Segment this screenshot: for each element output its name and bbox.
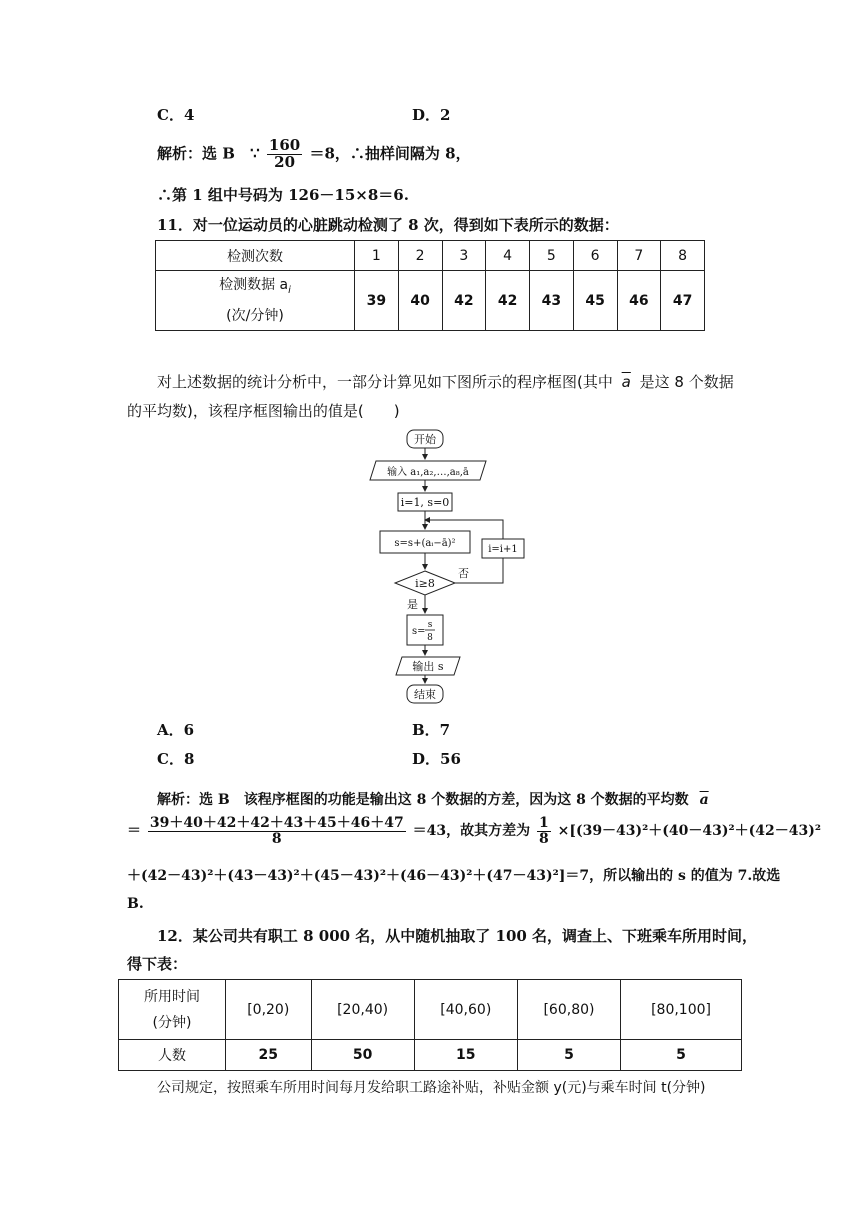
flowchart-compute-num: s — [427, 620, 433, 630]
variance-fraction-num: 1 — [538, 815, 549, 831]
table-count-cell: 5 — [517, 1040, 620, 1071]
table-index-cell: 2 — [398, 241, 442, 271]
header-data-unit: (次/分钟) — [226, 308, 284, 325]
header-time-label: 所用时间 — [144, 988, 200, 1005]
table-range-cell: [60,80) — [517, 980, 620, 1040]
q12-time-table — [118, 979, 742, 1071]
flowchart-end-label: 结束 — [414, 688, 436, 701]
table-value-cell: 46 — [617, 271, 661, 331]
q11-paragraph-line2: 的平均数)，该程序框图输出的值是( ) — [127, 402, 400, 420]
table-range-cell: [0,20) — [226, 980, 312, 1040]
mean-fraction-num: 39＋40＋42＋42＋43＋45＋46＋47 — [149, 815, 404, 831]
flowchart-output-label: 输出 s — [412, 660, 444, 673]
flowchart-input-label: 输入 a₁,a₂,…,a₈,ā — [387, 467, 469, 478]
mean-a-symbol: $\overline{a}$ — [621, 373, 631, 391]
flowchart-start-label: 开始 — [414, 433, 436, 446]
table-index-cell: 6 — [573, 241, 617, 271]
mean-fraction — [148, 816, 406, 846]
solution-prefix: 解析：选 B — [157, 144, 235, 163]
option-c: C．4 — [157, 106, 195, 124]
table-value-cell: 42 — [486, 271, 530, 331]
q12-stem-line1: 12．某公司共有职工 8 000 名，从中随机抽取了 100 名，调查上、下班乘车所用时间， — [157, 927, 758, 945]
paragraph-text: 对上述数据的统计分析中，一部分计算见如下图所示的程序框图(其中 — [157, 373, 613, 391]
variance-fraction-den: 8 — [538, 830, 549, 847]
table-value-cell: 47 — [661, 271, 705, 331]
header-data-label: 检测数据 a — [219, 276, 289, 293]
table-count-cell: 50 — [311, 1040, 414, 1071]
table-range-cell: [80,100] — [621, 980, 742, 1040]
table-range-cell: [20,40) — [311, 980, 414, 1040]
option-d: D．2 — [412, 106, 451, 124]
flowchart-process-label: s=s+(aᵢ−ā)² — [394, 538, 456, 549]
table-header-count: 检测次数 — [156, 241, 355, 271]
table-header-count: 人数 — [119, 1040, 226, 1071]
flowchart-init-label: i=1, s=0 — [400, 496, 450, 509]
table-index-cell: 3 — [442, 241, 486, 271]
table-count-cell: 15 — [414, 1040, 517, 1071]
flowchart-increment-label: i=i+1 — [488, 544, 518, 555]
table-value-cell: 42 — [442, 271, 486, 331]
equals-sign: ＝ — [127, 823, 141, 840]
q12-stem-line2: 得下表： — [127, 955, 188, 973]
flowchart-yes-label: 是 — [407, 598, 418, 611]
q10-solution-line2: ∴第 1 组中号码为 126－15×8＝6. — [157, 186, 409, 204]
because-symbol: ∵ — [250, 144, 260, 163]
table-range-cell: [40,60) — [414, 980, 517, 1040]
q11-paragraph-line1 — [157, 371, 734, 392]
table-index-cell: 8 — [661, 241, 705, 271]
table-value-cell: 40 — [398, 271, 442, 331]
q11-solution-line4: B. — [127, 896, 144, 912]
q10-solution-text: ＝8，∴抽样间隔为 8， — [309, 144, 471, 163]
header-time-unit: (分钟) — [152, 1014, 192, 1031]
program-flowchart — [360, 425, 540, 710]
q11-solution-line3: ＋(42－43)²＋(43－43)²＋(45－43)²＋(46－43)²＋(47－43)²]＝7，所以输出的 s 的值为 7.故选 — [127, 868, 781, 884]
option-a: A．6 — [157, 721, 195, 739]
q10-solution-line1 — [157, 138, 471, 171]
table-value-cell: 39 — [355, 271, 399, 331]
fraction-160-20 — [267, 138, 302, 171]
paragraph-text-rest: 是这 8 个数据 — [639, 373, 734, 391]
table-count-cell: 5 — [621, 1040, 742, 1071]
q11-stem: 11．对一位运动员的心脏跳动检测了 8 次，得到如下表所示的数据： — [157, 216, 619, 234]
fraction-denominator: 20 — [274, 152, 296, 171]
q11-solution-mid: ＝43，故其方差为 — [412, 823, 531, 840]
option-b: B．7 — [412, 721, 451, 739]
option-d: D．56 — [412, 750, 461, 768]
fraction-numerator: 160 — [268, 136, 301, 154]
table-header-data — [156, 271, 355, 331]
table-header-time — [119, 980, 226, 1040]
flowchart-compute-den: 8 — [427, 633, 433, 643]
flowchart-compute-prefix: s= — [412, 626, 426, 637]
table-value-cell: 43 — [530, 271, 574, 331]
flowchart-no-label: 否 — [458, 567, 469, 580]
q11-solution-line1 — [157, 789, 709, 809]
q11-solution-line2 — [127, 816, 821, 846]
table-value-cell: 45 — [573, 271, 617, 331]
table-index-cell: 5 — [530, 241, 574, 271]
flowchart-decision-label: i≥8 — [415, 577, 435, 590]
header-data-sub: i — [288, 284, 291, 296]
option-c: C．8 — [157, 750, 195, 768]
table-index-cell: 4 — [486, 241, 530, 271]
q11-data-table — [155, 240, 705, 331]
mean-fraction-den: 8 — [271, 830, 282, 847]
q12-rule-line: 公司规定，按照乘车所用时间每月发给职工路途补贴，补贴金额 y(元)与乘车时间 t(分钟) — [157, 1080, 706, 1096]
variance-fraction — [537, 816, 551, 846]
q11-solution-text: 解析：选 B 该程序框图的功能是输出这 8 个数据的方差，因为这 8 个数据的平均数 — [157, 792, 689, 808]
q11-solution-tail: ×[(39－43)²＋(40－43)²＋(42－43)² — [557, 823, 821, 840]
table-index-cell: 1 — [355, 241, 399, 271]
table-index-cell: 7 — [617, 241, 661, 271]
table-count-cell: 25 — [226, 1040, 312, 1071]
mean-a-symbol: $\overline{a}$ — [699, 792, 709, 808]
